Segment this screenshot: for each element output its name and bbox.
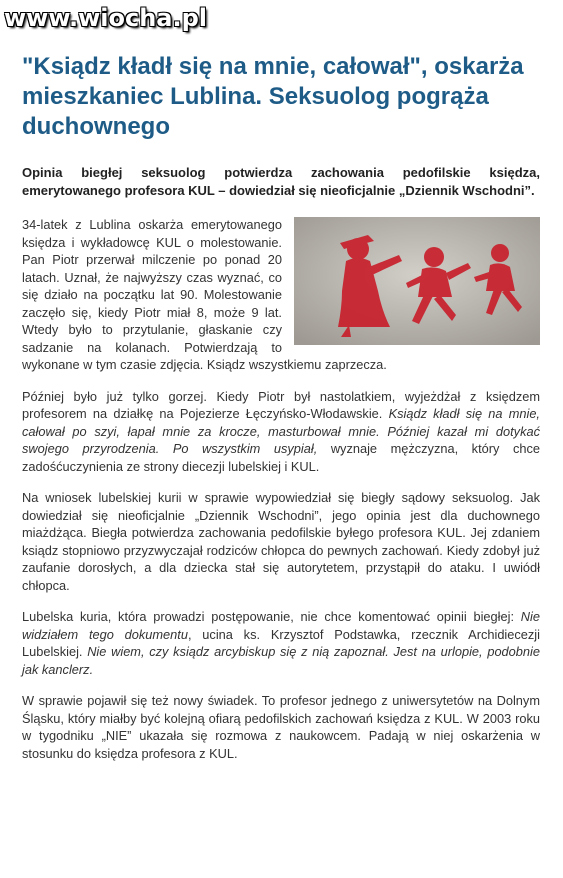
paragraph-4-text-mid: , ucina ks. Krzysztof Podstawka, rzecznik Archidiecezji Lubelskiej. xyxy=(22,626,540,659)
paragraph-4-quote-1: Nie widziałem tego dokumentu xyxy=(22,609,540,642)
paragraph-4 xyxy=(22,608,540,678)
article-lead: Opinia biegłej seksuolog potwierdza zachowania pedofilskie księdza, emerytowanego profesora KUL – dowiedział się nieoficjalnie „Dziennik Wschodni”. xyxy=(22,165,540,198)
watermark: www.wiocha.pl xyxy=(4,4,208,32)
paragraph-1 xyxy=(22,216,540,374)
paragraph-1-text: 34-latek z Lublina oskarża emerytowanego księdza i wykładowcę KUL o molestowanie. Pan Piotr przerwał milczenie po ponad 20 latach. Uznał, że najwyższy czas wyznać, co się działo na początku lat 90. Molestowanie zaczęło się, kiedy Piotr miał 8, może 9 lat. Wtedy było to przytulanie, głaskanie czy sadzanie na kolanach. Potwierdzają to wykonane w tym czasie zdjęcia. Ksiądz wszystkiemu zaprzecza. xyxy=(22,217,387,372)
article xyxy=(22,52,540,762)
stencil-figures-image xyxy=(294,217,540,345)
paragraph-2-quote: Ksiądz kładł się na mnie, całował po szyi, łapał mnie za krocze, masturbował mnie. Później kazał mi dotykać swojego przyrodzenia. Po wszystkim usypiał, xyxy=(22,406,540,456)
paragraph-3: Na wniosek lubelskiej kurii w sprawie wypowiedział się biegły sądowy seksuolog. Jak dowiedział się nieoficjalnie „Dziennik Wschodni”, jego opinia jest dla duchownego miażdżąca. Biegła potwierdza zachowania pedofilskie byłego profesora KUL. Jej zdaniem ksiądz stopniowo przyzwyczajał rodziców chłopca do pewnych zachowań. Kiedy zdobył już zaufanie dorosłych, a dla dziecka stał się autorytetem, przystąpił do ataku. I uwiódł chłopca. xyxy=(22,490,540,593)
paragraph-2 xyxy=(22,388,540,476)
paragraph-2-text-end: wyznaje mężczyzna, który chce zadośćuczynienia ze strony diecezji lubelskiej i KUL. xyxy=(22,441,540,474)
paragraph-2-text: Później było już tylko gorzej. Kiedy Piotr był nastolatkiem, wyjeżdżał z księdzem profesorem na działkę na Pojezierze Łęczyńsko-Włodawskie. xyxy=(22,388,540,421)
paragraph-4-text: Lubelska kuria, która prowadzi postępowanie, nie chce komentować opinii biegłej: xyxy=(22,609,515,624)
paragraph-5: W sprawie pojawił się też nowy świadek. To profesor jednego z uniwersytetów na Dolnym Śląsku, który miałby być kolejną ofiarą pedofilskich zachowań księdza z KUL. W 2003 roku w tygodniku „NIE” ukazała się rozmowa z naukowcem. Padają w niej oskarżenia w stosunku do księdza profesora z KUL. xyxy=(22,693,540,761)
paragraph-4-quote-2: Nie wiem, czy ksiądz arcybiskup się z nią zapoznał. Jest na urlopie, podobnie jak kanclerz. xyxy=(22,644,540,677)
article-title: "Ksiądz kładł się na mnie, całował", oskarża mieszkaniec Lublina. Seksuolog pogrąża duchownego xyxy=(22,53,524,140)
